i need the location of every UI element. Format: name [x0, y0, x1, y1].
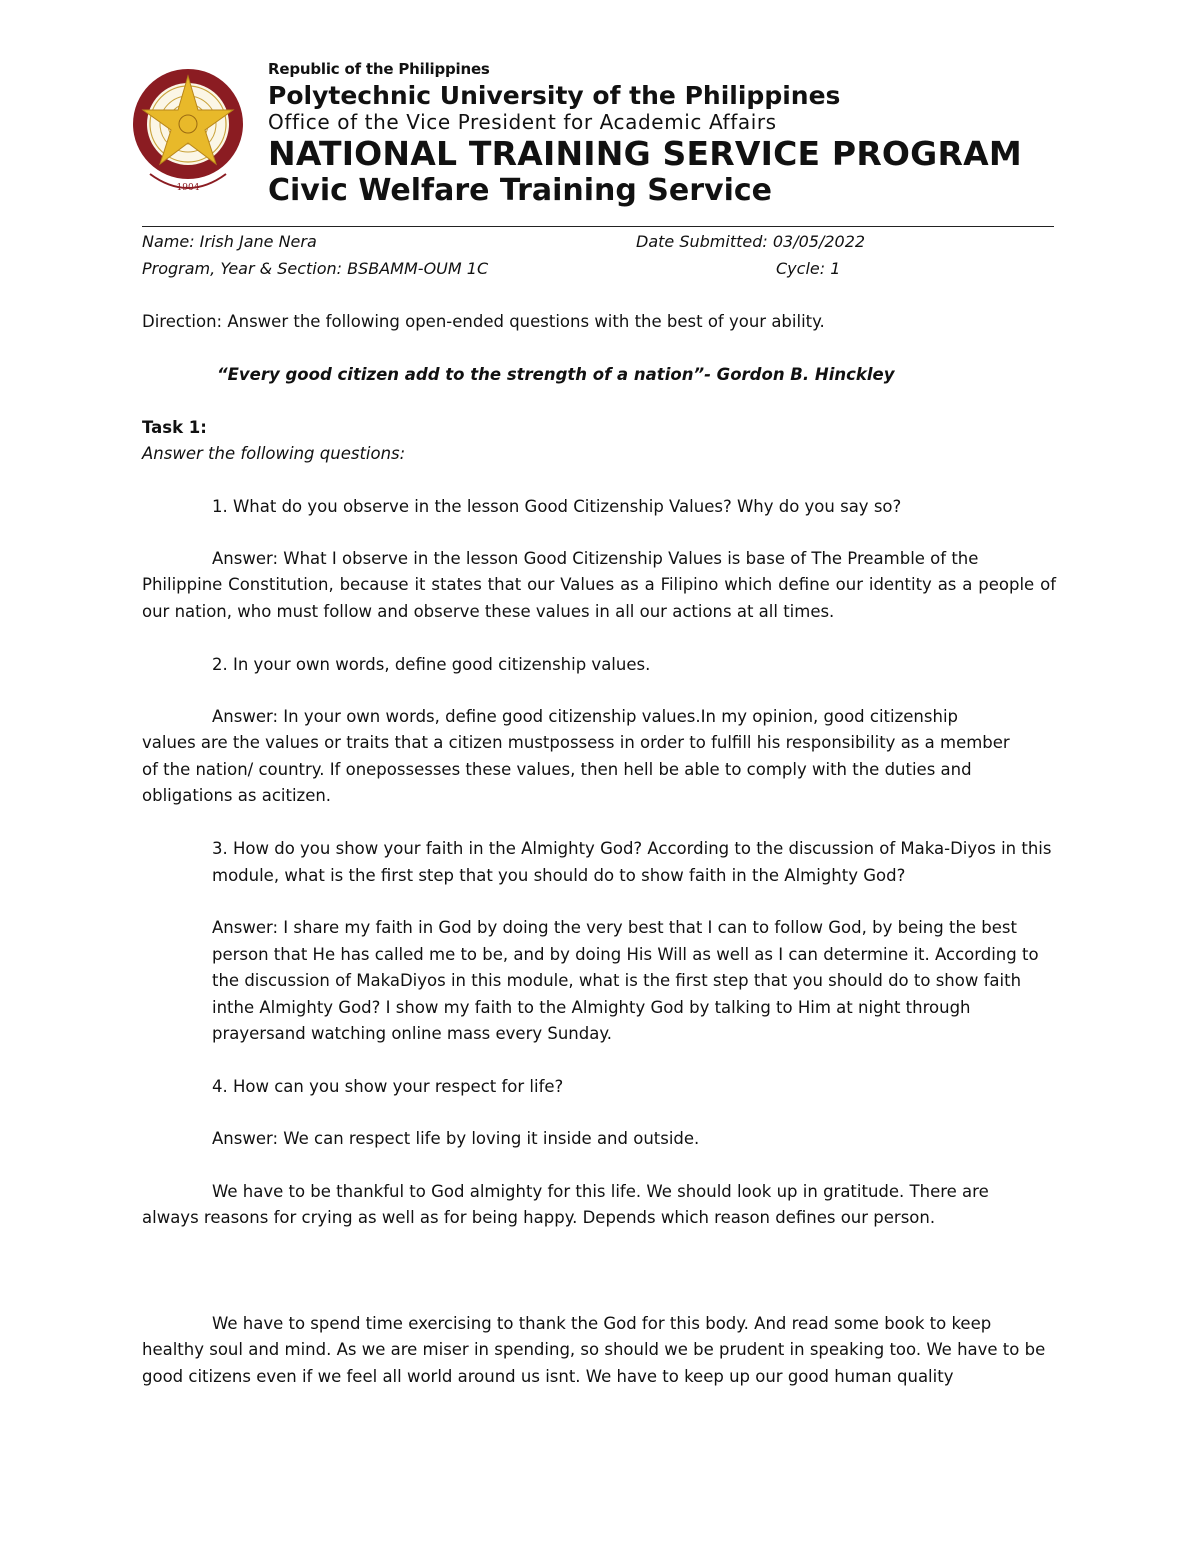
direction-text: Direction: Answer the following open-ended questions with the best of your ability. — [142, 312, 825, 331]
answer-2-first-line: Answer: In your own words, define good citizenship values.In my opinion, good citizenship — [212, 707, 958, 726]
cycle: Cycle: 1 — [776, 259, 841, 278]
office-name: Office of the Vice President for Academic Affairs — [268, 110, 777, 134]
answer-2-body: values are the values or traits that a citizen mustpossess in order to fulfill his responsibility as a member of the nation/ country. If onepossesses these values, then hell be able to comply with the duties and obligations as acitizen. — [142, 733, 1010, 805]
quote: “Every good citizen add to the strength of a nation”- Gordon B. Hinckley — [217, 365, 895, 384]
program-title: NATIONAL TRAINING SERVICE PROGRAM — [268, 134, 1022, 173]
answer-4: Answer: We can respect life by loving it inside and outside. — [212, 1129, 700, 1148]
answer-1-first-line: Answer: What I observe in the lesson Good Citizenship Values is base of The Preamble of the — [212, 549, 979, 568]
program-section: Program, Year & Section: BSBAMM-OUM 1C — [142, 259, 489, 278]
answer-3: Answer: I share my faith in God by doing the very best that I can to follow God, by being the best person that He has called me to be, and by doing His Will as well as I can determine it. According to the discussion of MakaDiyos in this module, what is the first step that you should do to show faith inthe Almighty God? I show my faith to the Almighty God by talking to Him at night through prayersand watching online mass every Sunday. — [212, 918, 1039, 1043]
answer-4-para1-body: always reasons for crying as well as for being happy. Depends which reason defines our person. — [142, 1208, 936, 1227]
date-submitted: Date Submitted: 03/05/2022 — [636, 232, 866, 251]
service-title: Civic Welfare Training Service — [268, 173, 773, 208]
question-1: 1. What do you observe in the lesson Good Citizenship Values? Why do you say so? — [212, 497, 902, 516]
header-divider — [142, 226, 1054, 227]
answer-4-para2-body: healthy soul and mind. As we are miser in spending, so should we be prudent in speaking too. We have to be good citizens even if we feel all world around us isnt. We have to keep up our good human quality — [142, 1340, 1046, 1386]
task-instruction: Answer the following questions: — [142, 444, 406, 463]
university-name: Polytechnic University of the Philippines — [268, 81, 841, 110]
answer-1-body: Philippine Constitution, because it states that our Values as a Filipino which define our identity as a people of our nation, who must follow and observe these values in all our actions at all times. — [142, 575, 1056, 621]
question-3: 3. How do you show your faith in the Almighty God? According to the discussion of Maka-Diyos in this module, what is the first step that you should do to show faith in the Almighty God? — [212, 839, 1052, 885]
question-2: 2. In your own words, define good citizenship values. — [212, 655, 651, 674]
answer-4-para1-first-line: We have to be thankful to God almighty for this life. We should look up in gratitude. There are — [212, 1182, 989, 1201]
republic-line: Republic of the Philippines — [268, 60, 490, 78]
seal-year: 1904 — [176, 183, 200, 193]
pup-seal-logo — [132, 62, 244, 202]
question-4: 4. How can you show your respect for life? — [212, 1077, 564, 1096]
task-title: Task 1: — [142, 418, 207, 437]
student-name: Name: Irish Jane Nera — [142, 232, 317, 251]
answer-4-para2-first-line: We have to spend time exercising to thank the God for this body. And read some book to keep — [212, 1314, 992, 1333]
letterhead — [268, 60, 1022, 208]
